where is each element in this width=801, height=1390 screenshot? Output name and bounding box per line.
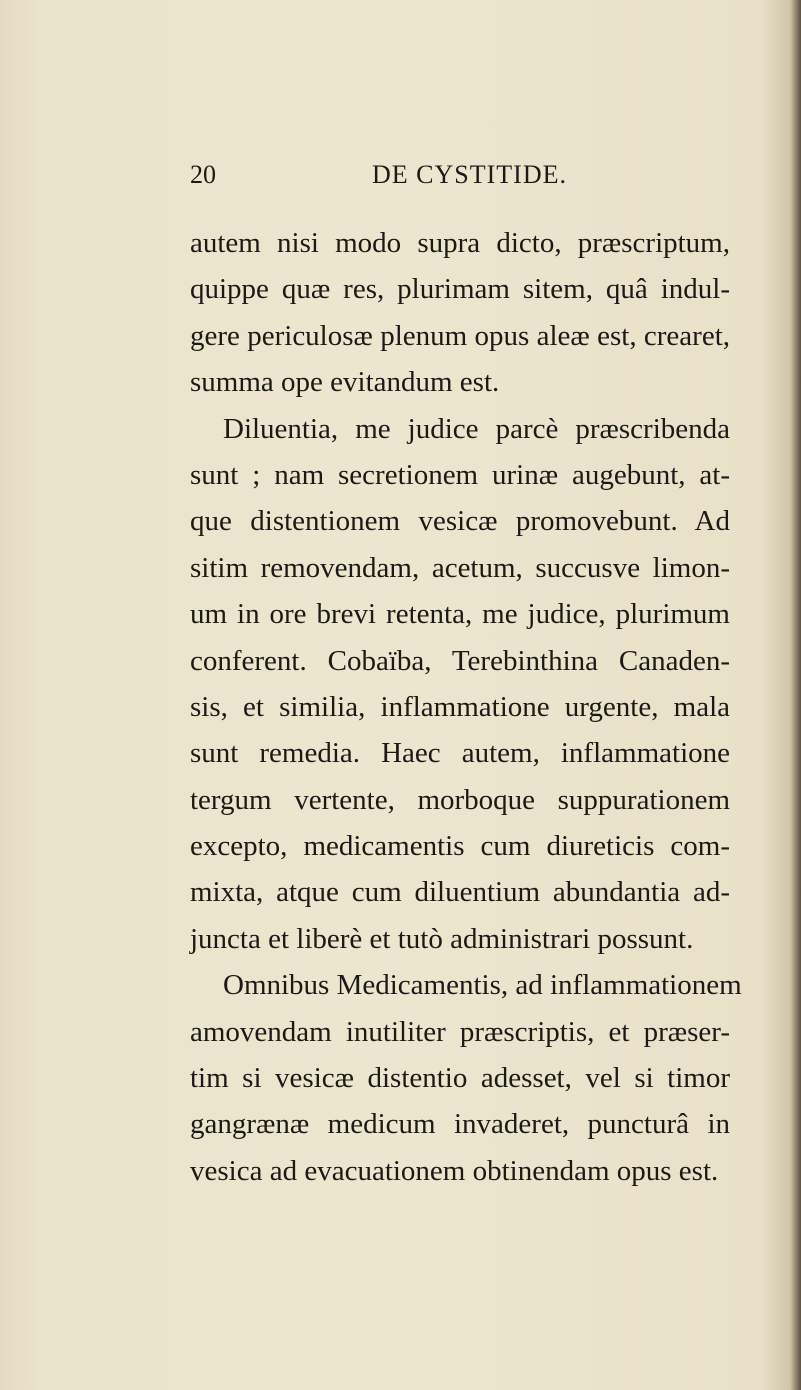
- text-line: Diluentia, me judice parcè præscribenda: [223, 412, 730, 445]
- text-line: conferent. Cobaïba, Terebinthina Canaden-: [190, 644, 730, 677]
- text-line: quippe quæ res, plurimam sitem, quâ indul-: [190, 273, 730, 306]
- text-line: excepto, medicamentis cum diureticis com-: [190, 830, 730, 863]
- text-line: sunt ; nam secretionem urinæ augebunt, at-: [190, 458, 730, 491]
- text-line: juncta et liberè et tutò administrari possunt.: [190, 922, 694, 955]
- text-line: gangrænæ medicum invaderet, puncturâ in: [190, 1108, 730, 1141]
- page-edge: [792, 0, 801, 1390]
- text-line: vesica ad evacuationem obtinendam opus est.: [190, 1154, 719, 1187]
- text-line: tergum vertente, morboque suppurationem: [190, 783, 730, 816]
- text-line: sunt remedia. Haec autem, inflammatione: [190, 737, 730, 770]
- text-line: autem nisi modo supra dicto, præscriptum,: [190, 227, 730, 259]
- text-line: um in ore brevi retenta, me judice, plurimum: [190, 598, 730, 631]
- page-number: 20: [190, 160, 216, 189]
- body-text: [190, 220, 742, 1194]
- text-line: Omnibus Medicamentis, ad inflammationem: [223, 969, 742, 1002]
- text-line: summa ope evitandum est.: [190, 366, 500, 399]
- text-line: mixta, atque cum diluentium abundantia ad-: [190, 876, 730, 909]
- text-line: gere periculosæ plenum opus aleæ est, crearet,: [190, 319, 730, 352]
- running-title: DE CYSTITIDE.: [372, 160, 567, 189]
- text-line: sitim removendam, acetum, succusve limon-: [190, 551, 730, 584]
- text-line: tim si vesicæ distentio adesset, vel si timor: [190, 1062, 730, 1095]
- text-line: que distentionem vesicæ promovebunt. Ad: [190, 505, 730, 538]
- page-header: [190, 160, 610, 200]
- text-line: sis, et similia, inflammatione urgente, mala: [190, 690, 730, 723]
- text-line: amovendam inutiliter præscriptis, et præser-: [190, 1015, 730, 1048]
